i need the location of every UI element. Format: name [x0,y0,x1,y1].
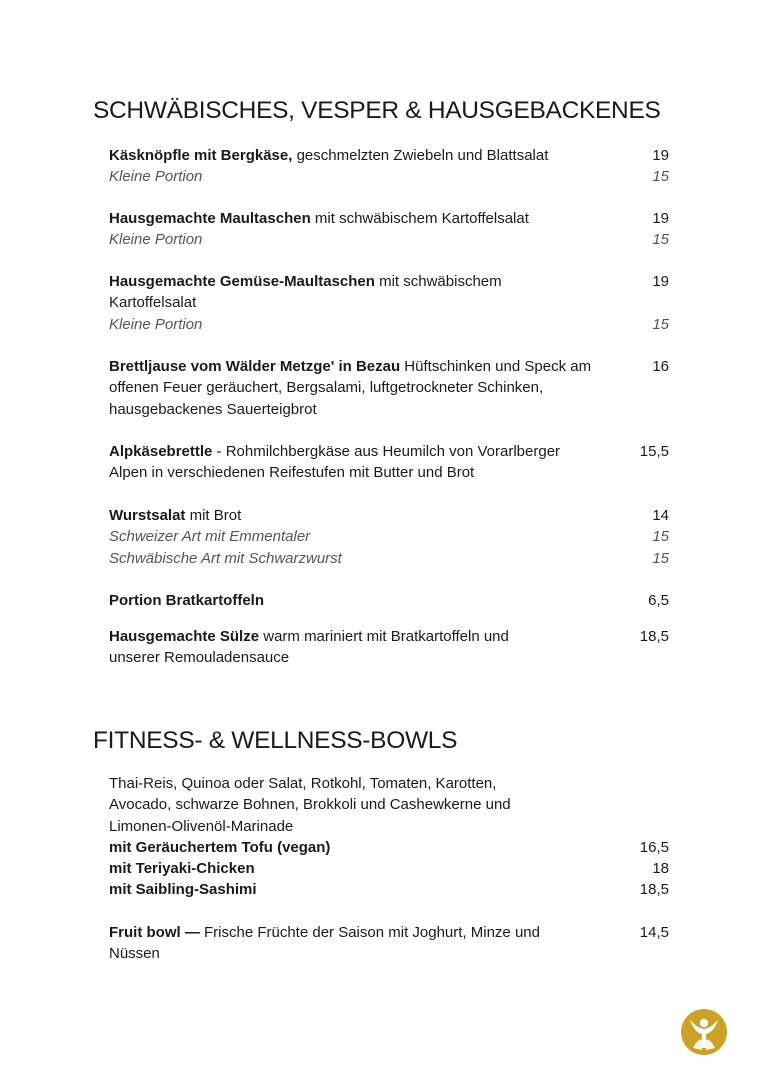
sub-option-price: 15 [652,315,669,333]
item-name: Brettljause vom Wälder Metzge' in Bezau [109,358,401,375]
item-description: Frische Früchte der Saison mit Joghurt, Minze und Nüssen [109,924,540,963]
menu-item [109,271,669,335]
bowl-option-price: 18 [652,860,669,878]
item-name: Alpkäsebrettle [109,443,213,460]
menu-item [109,208,669,251]
item-description: geschmelzten Zwiebeln und Blattsalat [292,147,549,164]
sub-option-label: Kleine Portion [109,315,203,333]
bowl-option-price: 18,5 [639,881,669,899]
item-price: 19 [652,147,669,164]
item-name: Wurstsalat [109,507,186,524]
sub-option-price: 15 [652,528,669,546]
section-title-bowls: FITNESS- & WELLNESS-BOWLS [93,727,458,754]
item-name: Hausgemachte Maultaschen [109,210,311,227]
bowl-item [109,773,669,901]
menu-item [109,505,669,569]
sub-option-price: 15 [652,168,669,186]
sub-option-price: 15 [652,549,669,567]
item-description: - Rohmilchbergkäse aus Heumilch von Vorarlberger Alpen in verschiedenen Reifestufen mit Butter und Brot [109,443,561,482]
item-name: Hausgemachte Gemüse-Maultaschen [109,273,375,290]
sub-option-label: Kleine Portion [109,168,203,186]
menu-item [109,590,669,611]
menu-item [109,145,669,188]
bowl-option-price: 16,5 [639,838,669,856]
item-name: Käsknöpfle mit Bergkäse, [109,147,293,164]
menu-item [109,356,669,420]
section-title-schwaebisches: SCHWÄBISCHES, VESPER & HAUSGEBACKENES [93,97,661,124]
item-price: 15,5 [639,443,669,460]
item-price: 19 [652,210,669,227]
bowl-option-label: mit Teriyaki-Chicken [109,860,255,878]
item-name: Portion Bratkartoffeln [109,592,265,609]
menu-item [109,441,669,484]
item-description: Hüftschinken und Speck am offenen Feuer geräuchert, Bergsalami, luftgetrockneter Schinken, hausgebackenes Sauerteigbrot [109,358,592,418]
item-description: warm mariniert mit Bratkartoffeln und unserer Remouladensauce [109,628,509,667]
golden-figure-logo-icon [680,1008,728,1056]
item-description: mit schwäbischem Kartoffelsalat [310,210,529,227]
item-price: 16 [652,358,669,375]
menu-item [109,626,669,669]
menu-item [109,922,669,965]
item-price: 14 [652,507,669,524]
sub-option-label: Kleine Portion [109,231,203,249]
item-price: 19 [652,273,669,290]
item-price: 14,5 [639,924,669,941]
item-name: Fruit bowl — [109,924,200,941]
bowl-description: Thai-Reis, Quinoa oder Salat, Rotkohl, Tomaten, Karotten, Avocado, schwarze Bohnen, Brokkoli und Cashewkerne und Limonen-Olivenöl-Marinade [109,775,511,835]
item-price: 18,5 [639,628,669,645]
sub-option-price: 15 [652,231,669,249]
sub-option-label: Schweizer Art mit Emmentaler [109,528,311,546]
item-price: 6,5 [648,592,669,609]
item-name: Hausgemachte Sülze [109,628,260,645]
bowl-option-label: mit Geräuchertem Tofu (vegan) [109,838,331,856]
item-description: mit Brot [185,507,242,524]
sub-option-label: Schwäbische Art mit Schwarzwurst [109,549,342,567]
item-description: mit schwäbischem Kartoffelsalat [109,273,502,312]
bowl-option-label: mit Saibling-Sashimi [109,881,257,899]
